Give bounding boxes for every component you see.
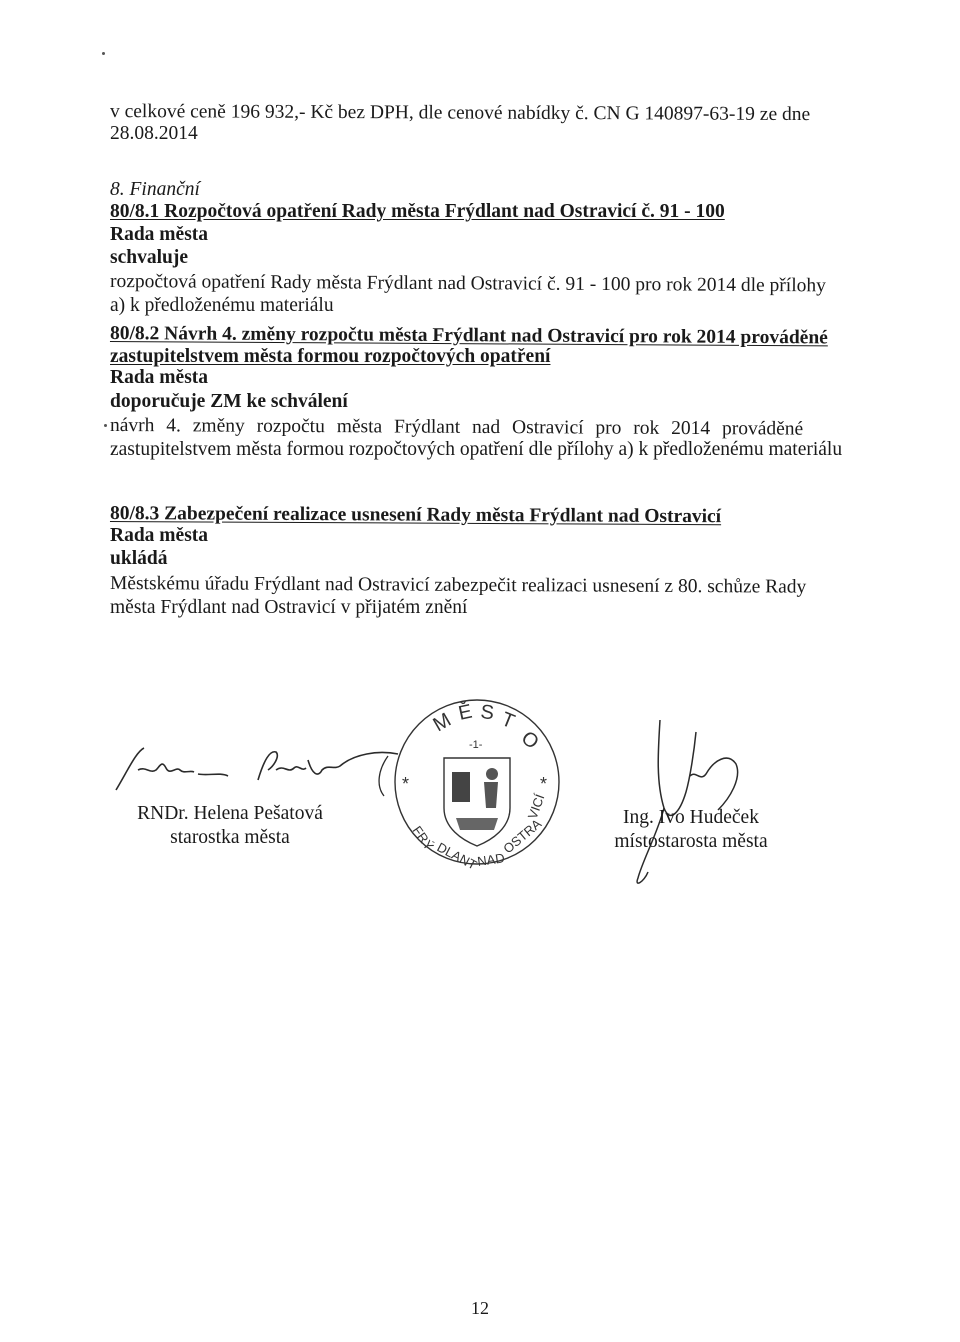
resolution-heading: 80/8.3 Zabezpečení realizace usnesení Rady města Frýdlant nad Ostravicí: [109, 503, 722, 528]
signatory-role-left: starostka města: [170, 827, 290, 848]
svg-text:OSTRA: OSTRA: [500, 816, 545, 857]
right-handwritten-signature: [600, 712, 750, 892]
svg-text:*: *: [540, 774, 548, 794]
svg-text:-1-: -1-: [469, 739, 483, 751]
page-number: 12: [471, 1298, 489, 1318]
section-heading: 8. Finanční: [110, 179, 200, 200]
scan-speck: [102, 52, 105, 55]
text-line: 28.08.2014: [110, 123, 198, 144]
svg-text:S: S: [479, 701, 496, 725]
council-label: Rada města: [110, 367, 209, 388]
svg-text:O: O: [516, 726, 543, 754]
svg-text:NAD: NAD: [476, 850, 506, 869]
text-line: města Frýdlant nad Ostravicí v přijatém znění: [110, 597, 468, 618]
svg-text:Ě: Ě: [456, 700, 475, 725]
verb-label: schvaluje: [110, 247, 188, 268]
text-line: rozpočtová opatření Rady města Frýdlant nad Ostravicí č. 91 - 100 pro rok 2014 dle přílohy: [109, 271, 826, 297]
svg-text:T: T: [498, 708, 518, 734]
signatory-role-right: místostarosta města: [614, 831, 768, 852]
text-line: Městskému úřadu Frýdlant nad Ostravicí zabezpečit realizaci usnesení z 80. schůze Rady: [109, 573, 807, 598]
text-line: v celkové ceně 196 932,- Kč bez DPH, dle cenové nabídky č. CN G 140897-63-19 ze dne: [109, 101, 811, 126]
council-label: Rada města: [110, 525, 209, 546]
svg-text:VICÍ: VICÍ: [524, 792, 548, 822]
text-line: zastupitelstvem města formou rozpočtových opatření dle přílohy a) k předloženému materiálu: [110, 439, 843, 460]
resolution-heading: 80/8.2 Návrh 4. změny rozpočtu města Frýdlant nad Ostravicí pro rok 2014 prováděné: [109, 323, 828, 349]
signatory-name-left: RNDr. Helena Pešatová: [137, 803, 323, 824]
scan-speck: [104, 424, 107, 427]
council-label: Rada města: [110, 224, 209, 245]
verb-label: ukládá: [110, 548, 168, 569]
resolution-heading: zastupitelstvem města formou rozpočtových opatření: [110, 346, 551, 367]
svg-text:M: M: [429, 708, 455, 737]
verb-label: doporučuje ZM ke schválení: [110, 391, 348, 412]
svg-text:DLANT: DLANT: [434, 839, 480, 873]
text-line: a) k předloženému materiálu: [110, 295, 334, 316]
left-handwritten-signature: [108, 730, 408, 800]
text-line: návrh 4. změny rozpočtu města Frýdlant nad Ostravicí pro rok 2014 prováděné: [109, 415, 804, 440]
svg-text:FRÝ: FRÝ: [409, 823, 437, 854]
municipal-stamp: [372, 690, 582, 880]
signatory-name-right: Ing. Ivo Hudeček: [623, 807, 759, 828]
svg-text:*: *: [402, 774, 410, 794]
resolution-heading: 80/8.1 Rozpočtová opatření Rady města Frýdlant nad Ostravicí č. 91 - 100: [110, 201, 725, 222]
